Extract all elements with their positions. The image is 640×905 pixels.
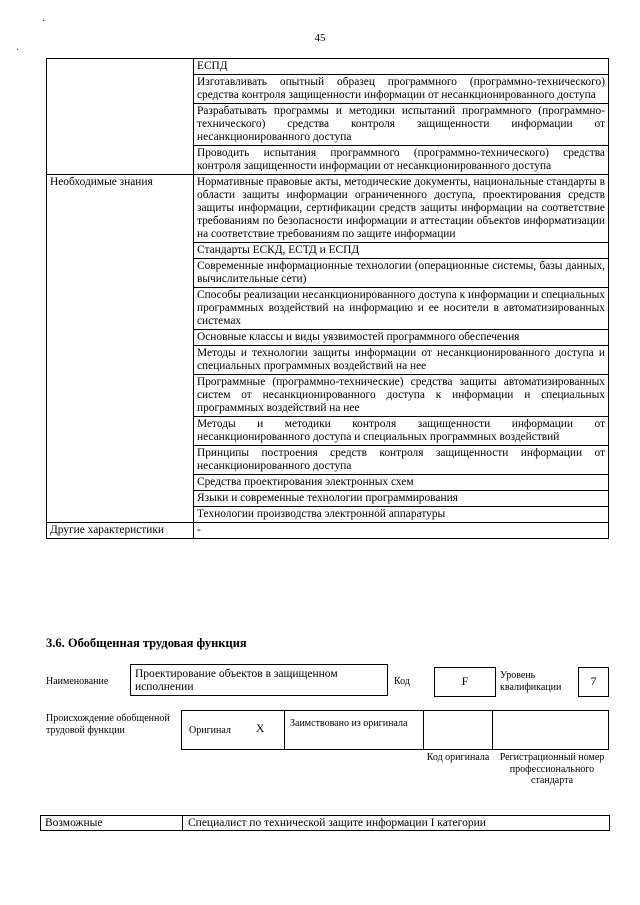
reg-number-label: Регистрационный номер профессионального стандарта (499, 752, 605, 786)
row-item: Основные классы и виды уязвимостей программного обеспечения (194, 330, 609, 346)
row-item: Современные информационные технологии (операционные системы, базы данных, вычислительные сети) (194, 259, 609, 288)
level-box (578, 667, 609, 697)
table-row (47, 59, 609, 75)
name-label: Наименование (46, 676, 109, 687)
divider (423, 710, 424, 750)
row-item: Методы и методики контроля защищенности информации от несанкционированного доступа и специальных программных воздействий (194, 417, 609, 446)
level-value: 7 (590, 676, 597, 688)
row-item: ЕСПД (194, 59, 609, 75)
origin-label: Происхождение обобщенной трудовой функции (46, 713, 170, 736)
row-item: Принципы построения средств контроля защищенности информации от несанкционированного доступа (194, 446, 609, 475)
borrowed-label: Заимствовано из оригинала (290, 718, 408, 729)
divider (492, 710, 493, 750)
row-item: - (194, 523, 609, 539)
row-item: Технологии производства электронной аппаратуры (194, 507, 609, 523)
table-row (47, 523, 609, 539)
original-mark: X (256, 723, 265, 735)
possible-positions-row (40, 815, 610, 831)
skills-table (46, 58, 609, 539)
row-label: Другие характеристики (47, 523, 194, 539)
code-original-label: Код оригинала (426, 752, 490, 763)
row-item: Изготавливать опытный образец программного (программно-технического) средства контроля защищенности информации от несанкционированного доступа (194, 75, 609, 104)
page-number: 45 (314, 32, 326, 44)
row-item: Стандарты ЕСКД, ЕСТД и ЕСПД (194, 243, 609, 259)
level-label: Уровень квалификации (500, 670, 562, 693)
code-value: F (461, 676, 469, 688)
possible-positions-label: Возможные (41, 816, 183, 830)
origin-box (181, 710, 609, 750)
section-heading: 3.6. Обобщенная трудовая функция (46, 636, 247, 650)
possible-positions-value: Специалист по технической защите информации I категории (188, 817, 486, 829)
row-item: Нормативные правовые акты, методические документы, национальные стандарты в области защиты информации ограниченного доступа, проектирования средств защиты информации, сертификации средств защиты информации на соответствие требованиям по безопасности информации и аттестации объектов информатизации на соответствие требованиям по защите информации (194, 175, 609, 243)
row-item: Средства проектирования электронных схем (194, 475, 609, 491)
row-item: Программные (программно-технические) средства защиты автоматизированных систем от несанкционированного доступа к информации и специальных программных воздействий на нее (194, 375, 609, 417)
row-label: Необходимые знания (47, 175, 194, 523)
row-label (47, 59, 194, 175)
row-item: Разрабатывать программы и методики испытаний программного (программно-технического) средства контроля защищенности информации от несанкционированного доступа (194, 104, 609, 146)
name-value: Проектирование объектов в защищенном исполнении (135, 668, 338, 693)
original-label: Оригинал (189, 725, 231, 736)
divider (284, 710, 285, 750)
code-label: Код (394, 676, 410, 687)
table-row (47, 175, 609, 243)
name-box (130, 664, 388, 696)
row-item: Методы и технологии защиты информации от несанкционированного доступа и специальных программных воздействий на нее (194, 346, 609, 375)
row-item: Способы реализации несанкционированного доступа к информации и специальных программных воздействий на информацию и ее носители в автоматизированных системах (194, 288, 609, 330)
code-box (434, 667, 496, 697)
row-item: Языки и современные технологии программирования (194, 491, 609, 507)
row-item: Проводить испытания программного (программно-технического) средства контроля защищенности информации от несанкционированного доступа (194, 146, 609, 175)
